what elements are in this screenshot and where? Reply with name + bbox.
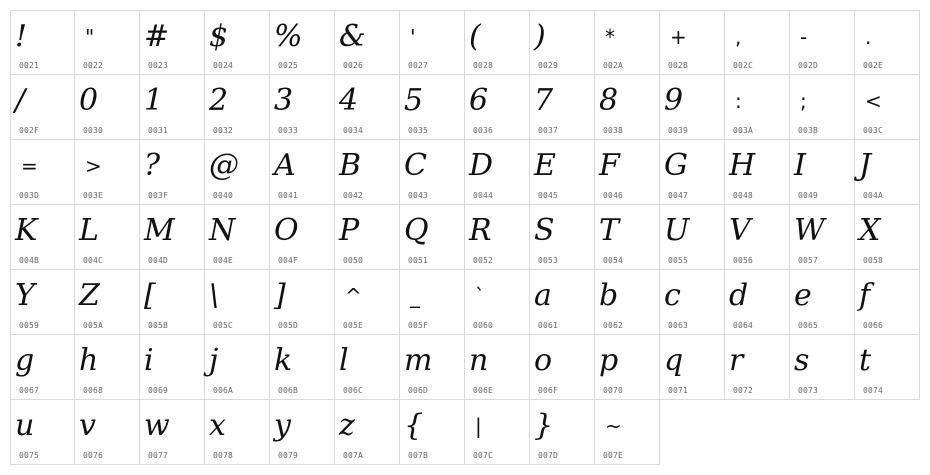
glyph-code: 002E	[863, 61, 884, 70]
glyph-code: 0048	[733, 191, 754, 200]
glyph-code: 0028	[473, 61, 494, 70]
glyph-code: 0075	[19, 451, 40, 460]
glyph-char: 4	[339, 83, 359, 118]
glyph-code: 0038	[603, 126, 624, 135]
glyph-code: 0033	[278, 126, 299, 135]
glyph-code: 007B	[408, 451, 429, 460]
glyph-code: 003B	[798, 126, 819, 135]
glyph-cell	[270, 140, 335, 205]
glyph-char: P	[339, 213, 360, 248]
glyph-code: 0058	[863, 256, 884, 265]
glyph-char: U	[664, 213, 690, 248]
glyph-char: X	[859, 213, 881, 248]
glyph-char: h	[79, 343, 99, 378]
glyph-cell	[75, 140, 140, 205]
glyph-cell	[595, 335, 660, 400]
glyph-char: a	[534, 278, 552, 313]
glyph-char: C	[404, 148, 427, 183]
glyph-cell	[465, 75, 530, 140]
glyph-code: 0076	[83, 451, 104, 460]
glyph-char: #	[144, 19, 170, 54]
glyph-cell	[660, 140, 725, 205]
glyph-cell	[205, 140, 270, 205]
glyph-cell	[205, 205, 270, 270]
glyph-code: 006C	[343, 386, 364, 395]
glyph-cell	[205, 75, 270, 140]
glyph-grid	[10, 10, 920, 465]
glyph-char: b	[599, 278, 619, 313]
glyph-char: 6	[469, 83, 489, 118]
glyph-code: 002C	[733, 61, 754, 70]
glyph-char: G	[664, 148, 688, 183]
glyph-code: 0027	[408, 61, 429, 70]
glyph-code: 0052	[473, 256, 494, 265]
glyph-cell	[855, 10, 920, 75]
glyph-code: 0041	[278, 191, 299, 200]
glyph-code: 0057	[798, 256, 819, 265]
glyph-code: 0034	[343, 126, 364, 135]
glyph-char: E	[534, 148, 556, 183]
glyph-char: I	[794, 148, 806, 183]
glyph-cell	[530, 205, 595, 270]
glyph-cell	[465, 400, 530, 465]
glyph-code: 0024	[213, 61, 234, 70]
glyph-char: W	[794, 213, 825, 248]
glyph-char: c	[664, 278, 681, 313]
glyph-cell	[75, 270, 140, 335]
glyph-code: 0064	[733, 321, 754, 330]
glyph-cell	[725, 10, 790, 75]
glyph-char: %	[274, 19, 303, 54]
glyph-code: 0061	[538, 321, 559, 330]
glyph-cell	[10, 140, 75, 205]
glyph-code: 0031	[148, 126, 169, 135]
glyph-char: '	[410, 25, 416, 49]
glyph-char: ?	[144, 148, 161, 183]
glyph-char: s	[794, 343, 810, 378]
glyph-code: 0037	[538, 126, 559, 135]
glyph-char: r	[729, 343, 744, 378]
glyph-char: B	[339, 148, 362, 183]
glyph-char: )	[534, 19, 546, 54]
glyph-cell	[75, 205, 140, 270]
glyph-char: v	[79, 408, 96, 443]
glyph-code: 0078	[213, 451, 234, 460]
glyph-code: 0043	[408, 191, 429, 200]
glyph-code: 0053	[538, 256, 559, 265]
glyph-cell	[595, 400, 660, 465]
glyph-cell	[205, 335, 270, 400]
glyph-code: 0039	[668, 126, 689, 135]
glyph-cell	[530, 140, 595, 205]
glyph-char: (	[469, 19, 481, 54]
glyph-char: _	[410, 284, 420, 308]
glyph-cell	[335, 75, 400, 140]
glyph-cell	[725, 270, 790, 335]
glyph-cell	[270, 400, 335, 465]
glyph-code: 004D	[148, 256, 169, 265]
glyph-cell	[465, 205, 530, 270]
glyph-code: 0045	[538, 191, 559, 200]
glyph-char: i	[144, 343, 154, 378]
glyph-code: 007E	[603, 451, 624, 460]
glyph-code: 0060	[473, 321, 494, 330]
glyph-cell	[855, 140, 920, 205]
glyph-code: 0066	[863, 321, 884, 330]
glyph-char: H	[729, 148, 756, 183]
glyph-cell	[270, 10, 335, 75]
glyph-cell	[335, 205, 400, 270]
glyph-cell	[140, 270, 205, 335]
glyph-cell	[530, 400, 595, 465]
glyph-char: Q	[404, 213, 429, 248]
glyph-char: u	[15, 408, 35, 443]
glyph-code: 0035	[408, 126, 429, 135]
glyph-char: k	[274, 343, 293, 378]
glyph-char: 5	[404, 83, 424, 118]
glyph-cell	[270, 205, 335, 270]
glyph-char: p	[599, 343, 619, 378]
glyph-cell	[400, 400, 465, 465]
glyph-char: :	[735, 89, 742, 113]
glyph-char: e	[794, 278, 812, 313]
glyph-char: m	[404, 343, 433, 378]
glyph-char: <	[865, 89, 882, 113]
glyph-char: q	[664, 343, 684, 378]
glyph-char: J	[859, 148, 872, 183]
glyph-cell	[270, 75, 335, 140]
glyph-char: @	[209, 148, 239, 183]
glyph-char: V	[729, 213, 751, 248]
glyph-cell	[595, 75, 660, 140]
glyph-cell	[725, 140, 790, 205]
glyph-cell	[205, 400, 270, 465]
glyph-char: A	[274, 148, 296, 183]
glyph-code: 006F	[538, 386, 559, 395]
glyph-code: 006E	[473, 386, 494, 395]
glyph-code: 0036	[473, 126, 494, 135]
glyph-code: 003C	[863, 126, 884, 135]
glyph-cell	[140, 205, 205, 270]
glyph-char: ]	[274, 278, 286, 313]
glyph-code: 005A	[83, 321, 104, 330]
glyph-cell	[140, 140, 205, 205]
glyph-cell	[595, 270, 660, 335]
glyph-code: 0065	[798, 321, 819, 330]
glyph-cell	[400, 270, 465, 335]
glyph-char: 8	[599, 83, 619, 118]
glyph-cell	[10, 270, 75, 335]
glyph-code: 0068	[83, 386, 104, 395]
glyph-cell	[465, 10, 530, 75]
glyph-code: 0049	[798, 191, 819, 200]
glyph-code: 0067	[19, 386, 40, 395]
glyph-cell	[725, 75, 790, 140]
glyph-cell	[10, 10, 75, 75]
glyph-char: F	[599, 148, 620, 183]
glyph-cell	[855, 335, 920, 400]
glyph-code: 0022	[83, 61, 104, 70]
glyph-char: R	[469, 213, 492, 248]
glyph-code: 003F	[148, 191, 169, 200]
glyph-code: 004E	[213, 256, 234, 265]
glyph-code: 0042	[343, 191, 364, 200]
glyph-char: T	[599, 213, 620, 248]
glyph-cell	[530, 270, 595, 335]
glyph-char: /	[15, 83, 26, 118]
glyph-cell	[595, 10, 660, 75]
glyph-cell	[335, 400, 400, 465]
glyph-char: d	[729, 278, 749, 313]
glyph-cell	[400, 10, 465, 75]
glyph-code: 0023	[148, 61, 169, 70]
glyph-cell	[530, 10, 595, 75]
glyph-cell	[270, 270, 335, 335]
glyph-cell	[530, 75, 595, 140]
glyph-char: +	[670, 25, 687, 49]
glyph-code: 0055	[668, 256, 689, 265]
glyph-code: 0071	[668, 386, 689, 395]
glyph-code: 0026	[343, 61, 364, 70]
glyph-char: >	[85, 154, 102, 178]
glyph-cell	[75, 10, 140, 75]
glyph-char: O	[274, 213, 299, 248]
glyph-cell	[855, 75, 920, 140]
glyph-char: N	[209, 213, 236, 248]
glyph-cell	[75, 335, 140, 400]
glyph-code: 0063	[668, 321, 689, 330]
glyph-cell	[790, 335, 855, 400]
glyph-char: ,	[735, 25, 742, 49]
glyph-cell	[10, 205, 75, 270]
glyph-char: D	[469, 148, 494, 183]
glyph-char: =	[21, 154, 38, 178]
glyph-code: 005C	[213, 321, 234, 330]
glyph-code: 007A	[343, 451, 364, 460]
glyph-char: {	[404, 408, 424, 443]
glyph-char: M	[144, 213, 175, 248]
glyph-code: 0046	[603, 191, 624, 200]
glyph-cell	[660, 75, 725, 140]
glyph-code: 0073	[798, 386, 819, 395]
glyph-cell	[335, 140, 400, 205]
glyph-cell	[855, 270, 920, 335]
glyph-cell	[595, 205, 660, 270]
glyph-char: y	[274, 408, 291, 443]
glyph-cell	[140, 335, 205, 400]
glyph-code: 0040	[213, 191, 234, 200]
glyph-cell	[530, 335, 595, 400]
glyph-code: 006A	[213, 386, 234, 395]
glyph-code: 003D	[19, 191, 40, 200]
glyph-cell	[725, 335, 790, 400]
glyph-char: |	[475, 414, 482, 438]
glyph-code: 0021	[19, 61, 40, 70]
glyph-cell	[595, 140, 660, 205]
glyph-char: !	[15, 19, 28, 54]
glyph-char: Z	[79, 278, 100, 313]
glyph-char: 1	[144, 83, 164, 118]
glyph-code: 0054	[603, 256, 624, 265]
glyph-char: ~	[605, 414, 622, 438]
glyph-code: 004B	[19, 256, 40, 265]
glyph-code: 004F	[278, 256, 299, 265]
glyph-code: 0059	[19, 321, 40, 330]
glyph-cell	[790, 75, 855, 140]
glyph-char: z	[339, 408, 355, 443]
glyph-cell	[270, 335, 335, 400]
glyph-code: 0079	[278, 451, 299, 460]
glyph-code: 002F	[19, 126, 40, 135]
glyph-code: 0056	[733, 256, 754, 265]
glyph-char: [	[144, 278, 156, 313]
glyph-code: 0051	[408, 256, 429, 265]
glyph-char: L	[79, 213, 99, 248]
glyph-code: 0074	[863, 386, 884, 395]
glyph-char: ^	[345, 284, 362, 308]
glyph-cell	[10, 75, 75, 140]
glyph-cell	[855, 205, 920, 270]
glyph-cell	[140, 10, 205, 75]
glyph-char: o	[534, 343, 553, 378]
glyph-char: 2	[209, 83, 229, 118]
glyph-cell	[790, 205, 855, 270]
glyph-char: f	[859, 278, 871, 313]
glyph-cell	[465, 140, 530, 205]
glyph-code: 0025	[278, 61, 299, 70]
glyph-cell	[660, 270, 725, 335]
glyph-cell	[400, 140, 465, 205]
glyph-cell	[660, 10, 725, 75]
glyph-char: 3	[274, 83, 294, 118]
glyph-code: 005D	[278, 321, 299, 330]
glyph-cell	[335, 10, 400, 75]
glyph-cell	[335, 335, 400, 400]
glyph-code: 0070	[603, 386, 624, 395]
glyph-cell	[140, 400, 205, 465]
glyph-char: \	[209, 278, 220, 313]
glyph-char: .	[865, 25, 872, 49]
glyph-char: K	[15, 213, 38, 248]
glyph-cell	[335, 270, 400, 335]
glyph-code: 0047	[668, 191, 689, 200]
glyph-code: 0077	[148, 451, 169, 460]
glyph-char: j	[209, 343, 219, 378]
glyph-cell	[75, 75, 140, 140]
glyph-code: 003A	[733, 126, 754, 135]
glyph-code: 004C	[83, 256, 104, 265]
glyph-char: l	[339, 343, 349, 378]
glyph-code: 0029	[538, 61, 559, 70]
glyph-char: &	[339, 19, 366, 54]
glyph-code: 0030	[83, 126, 104, 135]
glyph-cell	[660, 205, 725, 270]
glyph-cell	[400, 335, 465, 400]
glyph-code: 0032	[213, 126, 234, 135]
glyph-cell	[10, 335, 75, 400]
glyph-cell	[75, 400, 140, 465]
glyph-code: 0072	[733, 386, 754, 395]
glyph-code: 005B	[148, 321, 169, 330]
glyph-char: t	[859, 343, 872, 378]
glyph-code: 005F	[408, 321, 429, 330]
glyph-cell	[790, 10, 855, 75]
glyph-code: 002D	[798, 61, 819, 70]
glyph-code: 007D	[538, 451, 559, 460]
glyph-char: }	[534, 408, 554, 443]
glyph-char: 7	[534, 83, 554, 118]
glyph-cell	[400, 75, 465, 140]
glyph-cell	[400, 205, 465, 270]
glyph-code: 0050	[343, 256, 364, 265]
glyph-cell	[790, 270, 855, 335]
glyph-char: 0	[79, 83, 99, 118]
glyph-char: n	[469, 343, 489, 378]
glyph-code: 005E	[343, 321, 364, 330]
glyph-cell	[140, 75, 205, 140]
glyph-char: *	[605, 25, 615, 49]
glyph-cell	[660, 335, 725, 400]
glyph-code: 006D	[408, 386, 429, 395]
glyph-char: "	[85, 25, 95, 49]
glyph-cell	[465, 270, 530, 335]
glyph-char: $	[209, 19, 229, 54]
glyph-cell	[205, 10, 270, 75]
glyph-code: 0062	[603, 321, 624, 330]
glyph-char: Y	[15, 278, 35, 313]
glyph-char: g	[15, 343, 35, 378]
glyph-char: w	[144, 408, 170, 443]
glyph-char: 9	[664, 83, 684, 118]
glyph-char: -	[800, 25, 808, 49]
glyph-code: 006B	[278, 386, 299, 395]
glyph-char: S	[534, 213, 555, 248]
glyph-cell	[205, 270, 270, 335]
glyph-cell	[465, 335, 530, 400]
glyph-cell	[790, 140, 855, 205]
glyph-code: 0044	[473, 191, 494, 200]
glyph-cell	[10, 400, 75, 465]
glyph-code: 0069	[148, 386, 169, 395]
glyph-code: 002A	[603, 61, 624, 70]
glyph-code: 003E	[83, 191, 104, 200]
glyph-code: 004A	[863, 191, 884, 200]
glyph-cell	[725, 205, 790, 270]
glyph-code: 002B	[668, 61, 689, 70]
glyph-char: `	[475, 284, 485, 308]
glyph-char: x	[209, 408, 226, 443]
glyph-code: 007C	[473, 451, 494, 460]
glyph-char: ;	[800, 89, 807, 113]
